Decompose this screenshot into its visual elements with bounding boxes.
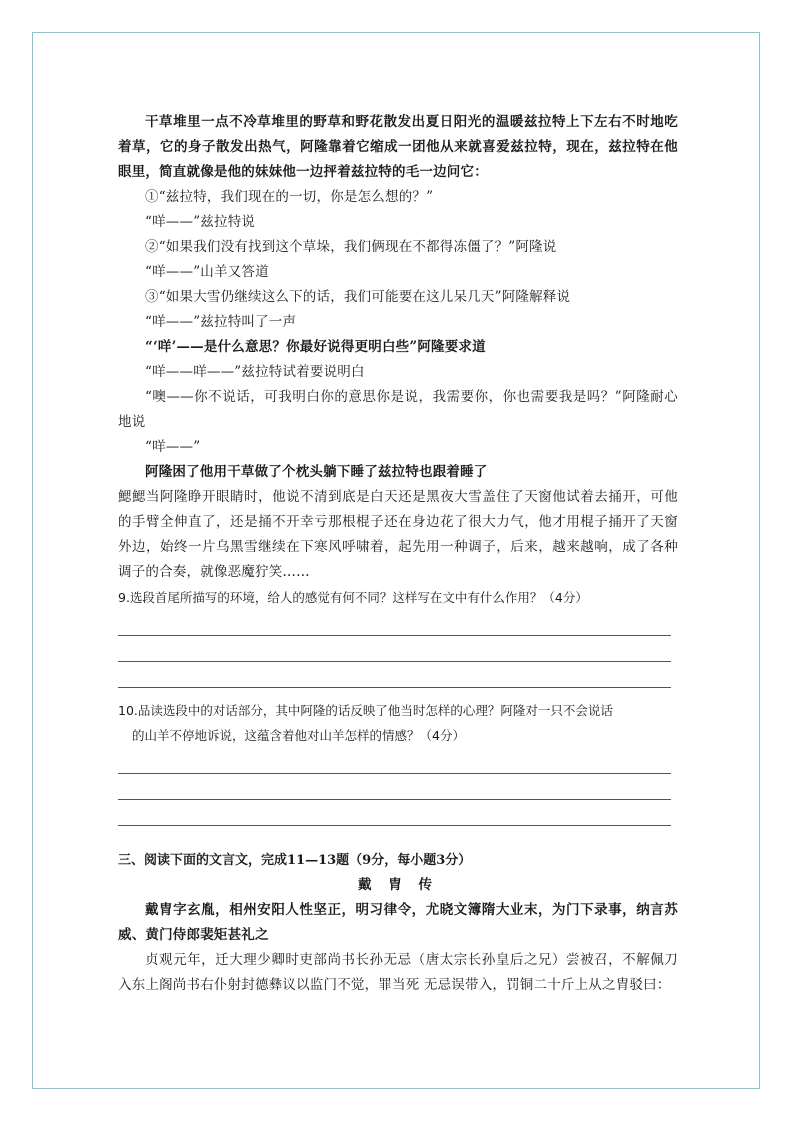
dialogue-line: “咩——”兹拉特说 <box>145 214 256 230</box>
passage-paragraph-1: 干草堆里一点不冷草堆里的野草和野花散发出夏日阳光的温暖兹拉特上下左右不时地吃着草，它的身子散发出热气，阿隆靠着它缩成一团他从来就喜爱兹拉特，现在，兹拉特在他眼里，简直就像是他的妹妹他一边抨着兹拉特的毛一边问它： <box>118 114 678 180</box>
passage-paragraph-3: 阿隆困了他用干草做了个枕头躺下睡了兹拉特也跟着睡了 <box>145 464 488 480</box>
classical-paragraph-2: 贞观元年，迁大理少卿时吏部尚书长孙无忌（唐太宗长孙皇后之兄）尝被召，不解佩刀入东上阁尚书右仆射封德彝议以监门不觉，罪当死 无忌误带入，罚铜二十斤上从之胄驳曰： <box>118 952 678 993</box>
dialogue-line: ②“如果我们没有找到这个草垛，我们俩现在不都得冻僵了？”阿隆说 <box>145 239 557 255</box>
question-9: 9.选段首尾所描写的环境，给人的感觉有何不同？这样写在文中有什么作用？（4分） <box>118 590 588 605</box>
passage-paragraph-4: 鰓鰓当阿隆睁开眼睛时，他说不清到底是白天还是黑夜大雪盖住了天窗他试着去捅开，可他的手臂全伸直了，还是捅不开幸亏那根棍子还在身边花了很大力气，他才用棍子捅开了天窗外边，始终一片乌黑雪继续在下寒风呼啸着，起先用一种调子，后来，越来越响，成了各种调子的合奏，就像恶魔狞笑…… <box>118 489 678 580</box>
classical-paragraph-1: 戴胄字玄胤，相州安阳人性坚正，明习律令，尤晓文簿隋大业末，为门下录事，纳言苏威、黄门侍郎裴矩甚礼之 <box>118 902 678 943</box>
question-10 <box>118 698 678 748</box>
dialogue-line: “咩——”兹拉特叫了一声 <box>145 314 297 330</box>
answer-line[interactable] <box>118 774 671 800</box>
answer-area-q9 <box>118 610 678 688</box>
dialogue-line: ①“兹拉特，我们现在的一切，你是怎么想的？” <box>145 189 434 205</box>
answer-line[interactable] <box>118 636 671 662</box>
dialogue-line: ③“如果大雪仍继续这么下的话，我们可能要在这儿呆几天”阿隆解释说 <box>145 289 571 305</box>
answer-line[interactable] <box>118 748 671 774</box>
dialogue-block <box>118 185 678 385</box>
document-body <box>118 110 678 998</box>
question-10-line-2: 的山羊不停地诉说，这蕴含着他对山羊怎样的情感？（4分） <box>132 728 465 743</box>
classical-text-heading: 戴 胄 传 <box>358 877 438 893</box>
dialogue-line: “咩——咩——”兹拉特试着要说明白 <box>145 364 365 380</box>
section-3-title: 三、阅读下面的文言文，完成11—13题（9分，每小题3分） <box>118 853 472 868</box>
answer-area-q10 <box>118 748 678 826</box>
passage-paragraph-2: “噢——你不说话，可我明白你的意思你是说，我需要你，你也需要我是吗？”阿隆耐心地说 <box>118 389 678 430</box>
answer-line[interactable] <box>118 662 671 688</box>
dialogue-line: “‘咩’——是什么意思？你最好说得更明白些”阿隆要求道 <box>145 339 486 355</box>
answer-line[interactable] <box>118 800 671 826</box>
question-10-line-1: 10.品读选段中的对话部分，其中阿隆的话反映了他当时怎样的心理？阿隆对一只不会说话 <box>118 703 613 718</box>
answer-line[interactable] <box>118 610 671 636</box>
dialogue-line: “咩——”山羊又答道 <box>145 264 269 280</box>
dialogue-line: “咩——” <box>145 439 201 455</box>
